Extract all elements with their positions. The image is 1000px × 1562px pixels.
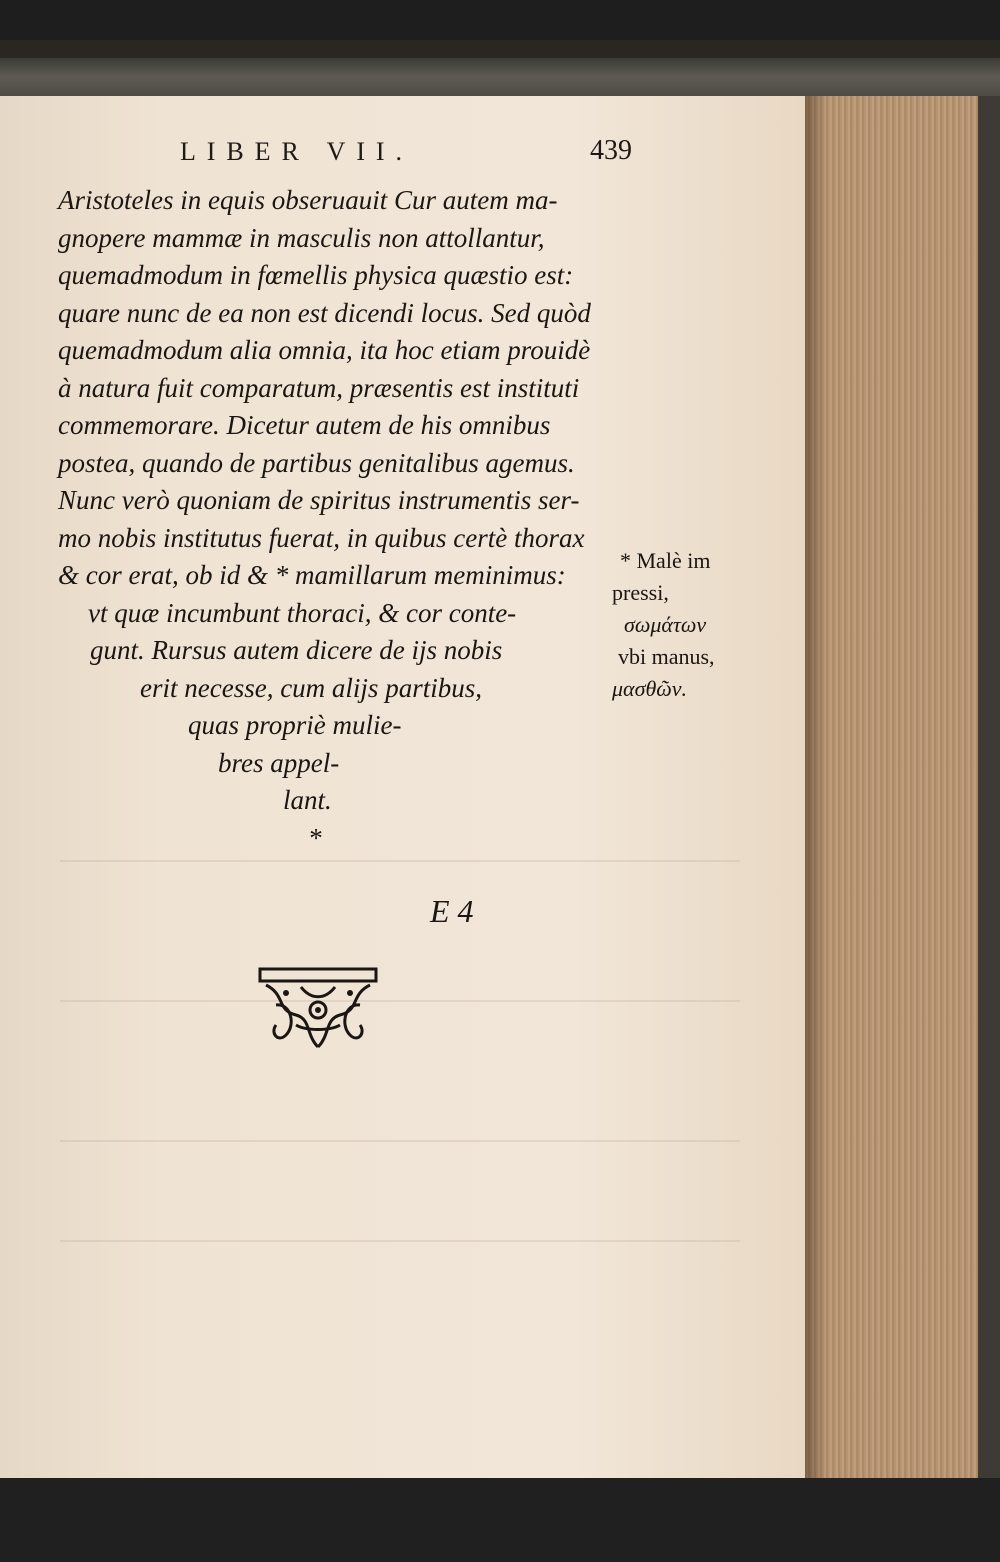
book-bottom-board [0, 1478, 1000, 1562]
show-through [60, 1000, 740, 1002]
running-title: LIBER VII. [180, 137, 413, 166]
body-text [58, 182, 628, 857]
text-line: bres appel- [218, 747, 340, 778]
text-line: & cor erat, ob id & * mamillarum meminimus: [58, 560, 566, 590]
fore-edge-shadow [805, 96, 827, 1481]
margin-note-line: pressi, [612, 580, 669, 605]
text-line: quemadmodum alia omnia, ita hoc etiam prouidè [58, 335, 591, 365]
text-line: gnopere mammæ in masculis non attollantur, [58, 222, 545, 253]
margin-note-line: * Malè im [620, 548, 711, 573]
book-right-board [978, 96, 1000, 1481]
text-line: mo nobis institutus fuerat, in quibus certè thorax [58, 522, 585, 553]
margin-note-line: vbi manus, [618, 644, 715, 669]
text-line: quas propriè mulie- [188, 710, 402, 740]
text-line: gunt. Rursus autem dicere de ijs nobis [90, 635, 503, 665]
text-line: erit necesse, cum alijs partibus, [140, 672, 482, 703]
text-line: * [308, 822, 322, 853]
printer-ornament-icon [256, 965, 380, 1053]
show-through [60, 860, 740, 862]
show-through [60, 1240, 740, 1242]
text-line: lant. [283, 785, 332, 815]
margin-note [612, 545, 752, 705]
text-line: Nunc verò quoniam de spiritus instrumentis ser- [58, 485, 580, 515]
text-line: quare nunc de ea non est dicendi locus. Sed quòd [58, 297, 591, 328]
text-line: à natura fuit comparatum, præsentis est instituti [58, 372, 580, 403]
page-header [180, 135, 650, 175]
text-line: quemadmodum in fœmellis physica quæstio est: [58, 260, 574, 290]
text-line: postea, quando de partibus genitalibus agemus. [58, 447, 575, 478]
margin-note-line: μασθῶν. [612, 676, 688, 701]
book-top-board [0, 58, 1000, 100]
page-fore-edge [805, 96, 980, 1481]
margin-note-line: σωμάτων [624, 612, 707, 637]
signature-mark: E 4 [430, 893, 474, 929]
text-line: vt quæ incumbunt thoraci, & cor conte- [88, 597, 517, 628]
page-number: 439 [590, 135, 632, 166]
text-line: commemorare. Dicetur autem de his omnibus [58, 410, 551, 440]
show-through [60, 1140, 740, 1142]
text-line: Aristoteles in equis obseruauit Cur autem ma- [58, 185, 558, 215]
